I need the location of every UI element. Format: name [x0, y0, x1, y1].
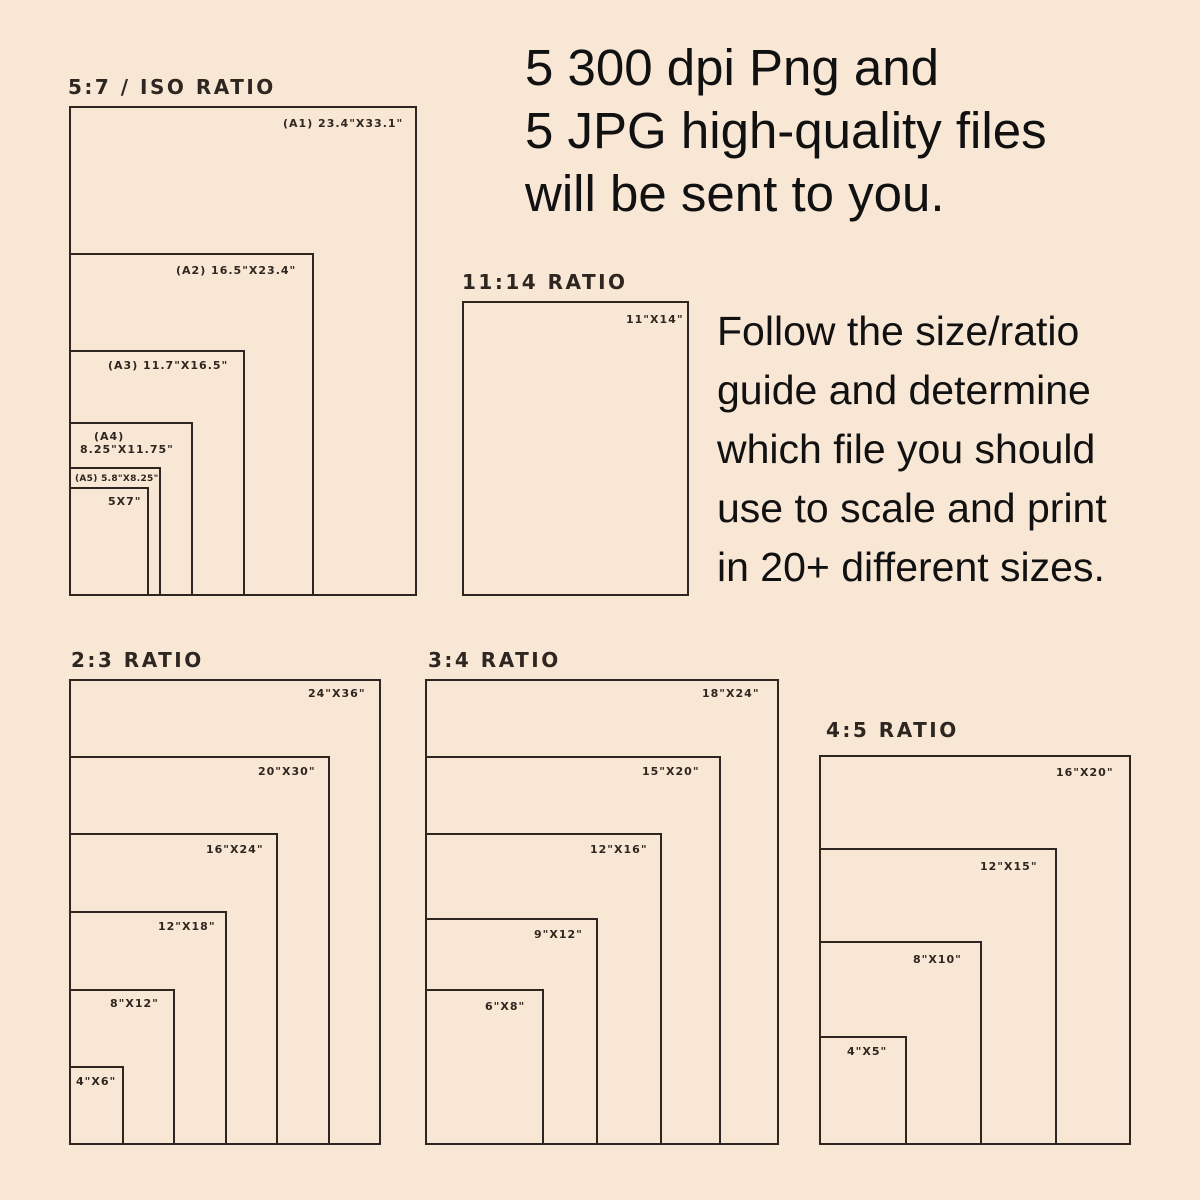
- size-label-a3: (A3) 11.7"X16.5": [108, 359, 229, 372]
- ratio-3x4-title: 3:4 RATIO: [428, 648, 561, 672]
- size-label-24x36: 24"X36": [308, 687, 366, 700]
- size-label-a4: [80, 430, 174, 456]
- size-label-6x8: 6"X8": [485, 1000, 526, 1013]
- size-label-8x12: 8"X12": [110, 997, 159, 1010]
- size-label-4x6: 4"X6": [76, 1075, 117, 1088]
- instructions-line-3: which file you should: [717, 426, 1096, 472]
- size-label-16x24: 16"X24": [206, 843, 264, 856]
- size-label-12x16: 12"X16": [590, 843, 648, 856]
- size-label-18x24: 18"X24": [702, 687, 760, 700]
- size-box-11x14: [462, 301, 689, 596]
- headline-line-3: will be sent to you.: [525, 165, 945, 222]
- size-label-8x10: 8"X10": [913, 953, 962, 966]
- size-label-5x7: 5X7": [108, 495, 142, 508]
- iso-ratio-title: 5:7 / ISO RATIO: [68, 75, 276, 99]
- size-label-4x5: 4"X5": [847, 1045, 888, 1058]
- size-label-a1: (A1) 23.4"X33.1": [283, 117, 404, 130]
- size-label-20x30: 20"X30": [258, 765, 316, 778]
- instructions-line-2: guide and determine: [717, 367, 1091, 413]
- size-label-a5: (A5) 5.8"X8.25": [75, 474, 159, 484]
- size-label-16x20: 16"X20": [1056, 766, 1114, 779]
- ratio-4x5-title: 4:5 RATIO: [826, 718, 959, 742]
- size-label-a4-line2: 8.25"X11.75": [80, 443, 174, 456]
- size-label-12x15: 12"X15": [980, 860, 1038, 873]
- size-label-15x20: 15"X20": [642, 765, 700, 778]
- instructions: [717, 302, 1107, 597]
- headline-line-2: 5 JPG high-quality files: [525, 102, 1047, 159]
- headline-line-1: 5 300 dpi Png and: [525, 39, 940, 96]
- ratio-11x14-title: 11:14 RATIO: [462, 270, 628, 294]
- instructions-line-1: Follow the size/ratio: [717, 308, 1080, 354]
- ratio-2x3-title: 2:3 RATIO: [71, 648, 204, 672]
- instructions-line-5: in 20+ different sizes.: [717, 544, 1105, 590]
- size-label-a4-line1: (A4): [94, 430, 125, 443]
- size-label-11x14: 11"X14": [626, 313, 684, 326]
- headline: [525, 36, 1047, 225]
- size-label-12x18: 12"X18": [158, 920, 216, 933]
- size-label-a2: (A2) 16.5"X23.4": [176, 264, 297, 277]
- size-label-9x12: 9"X12": [534, 928, 583, 941]
- instructions-line-4: use to scale and print: [717, 485, 1107, 531]
